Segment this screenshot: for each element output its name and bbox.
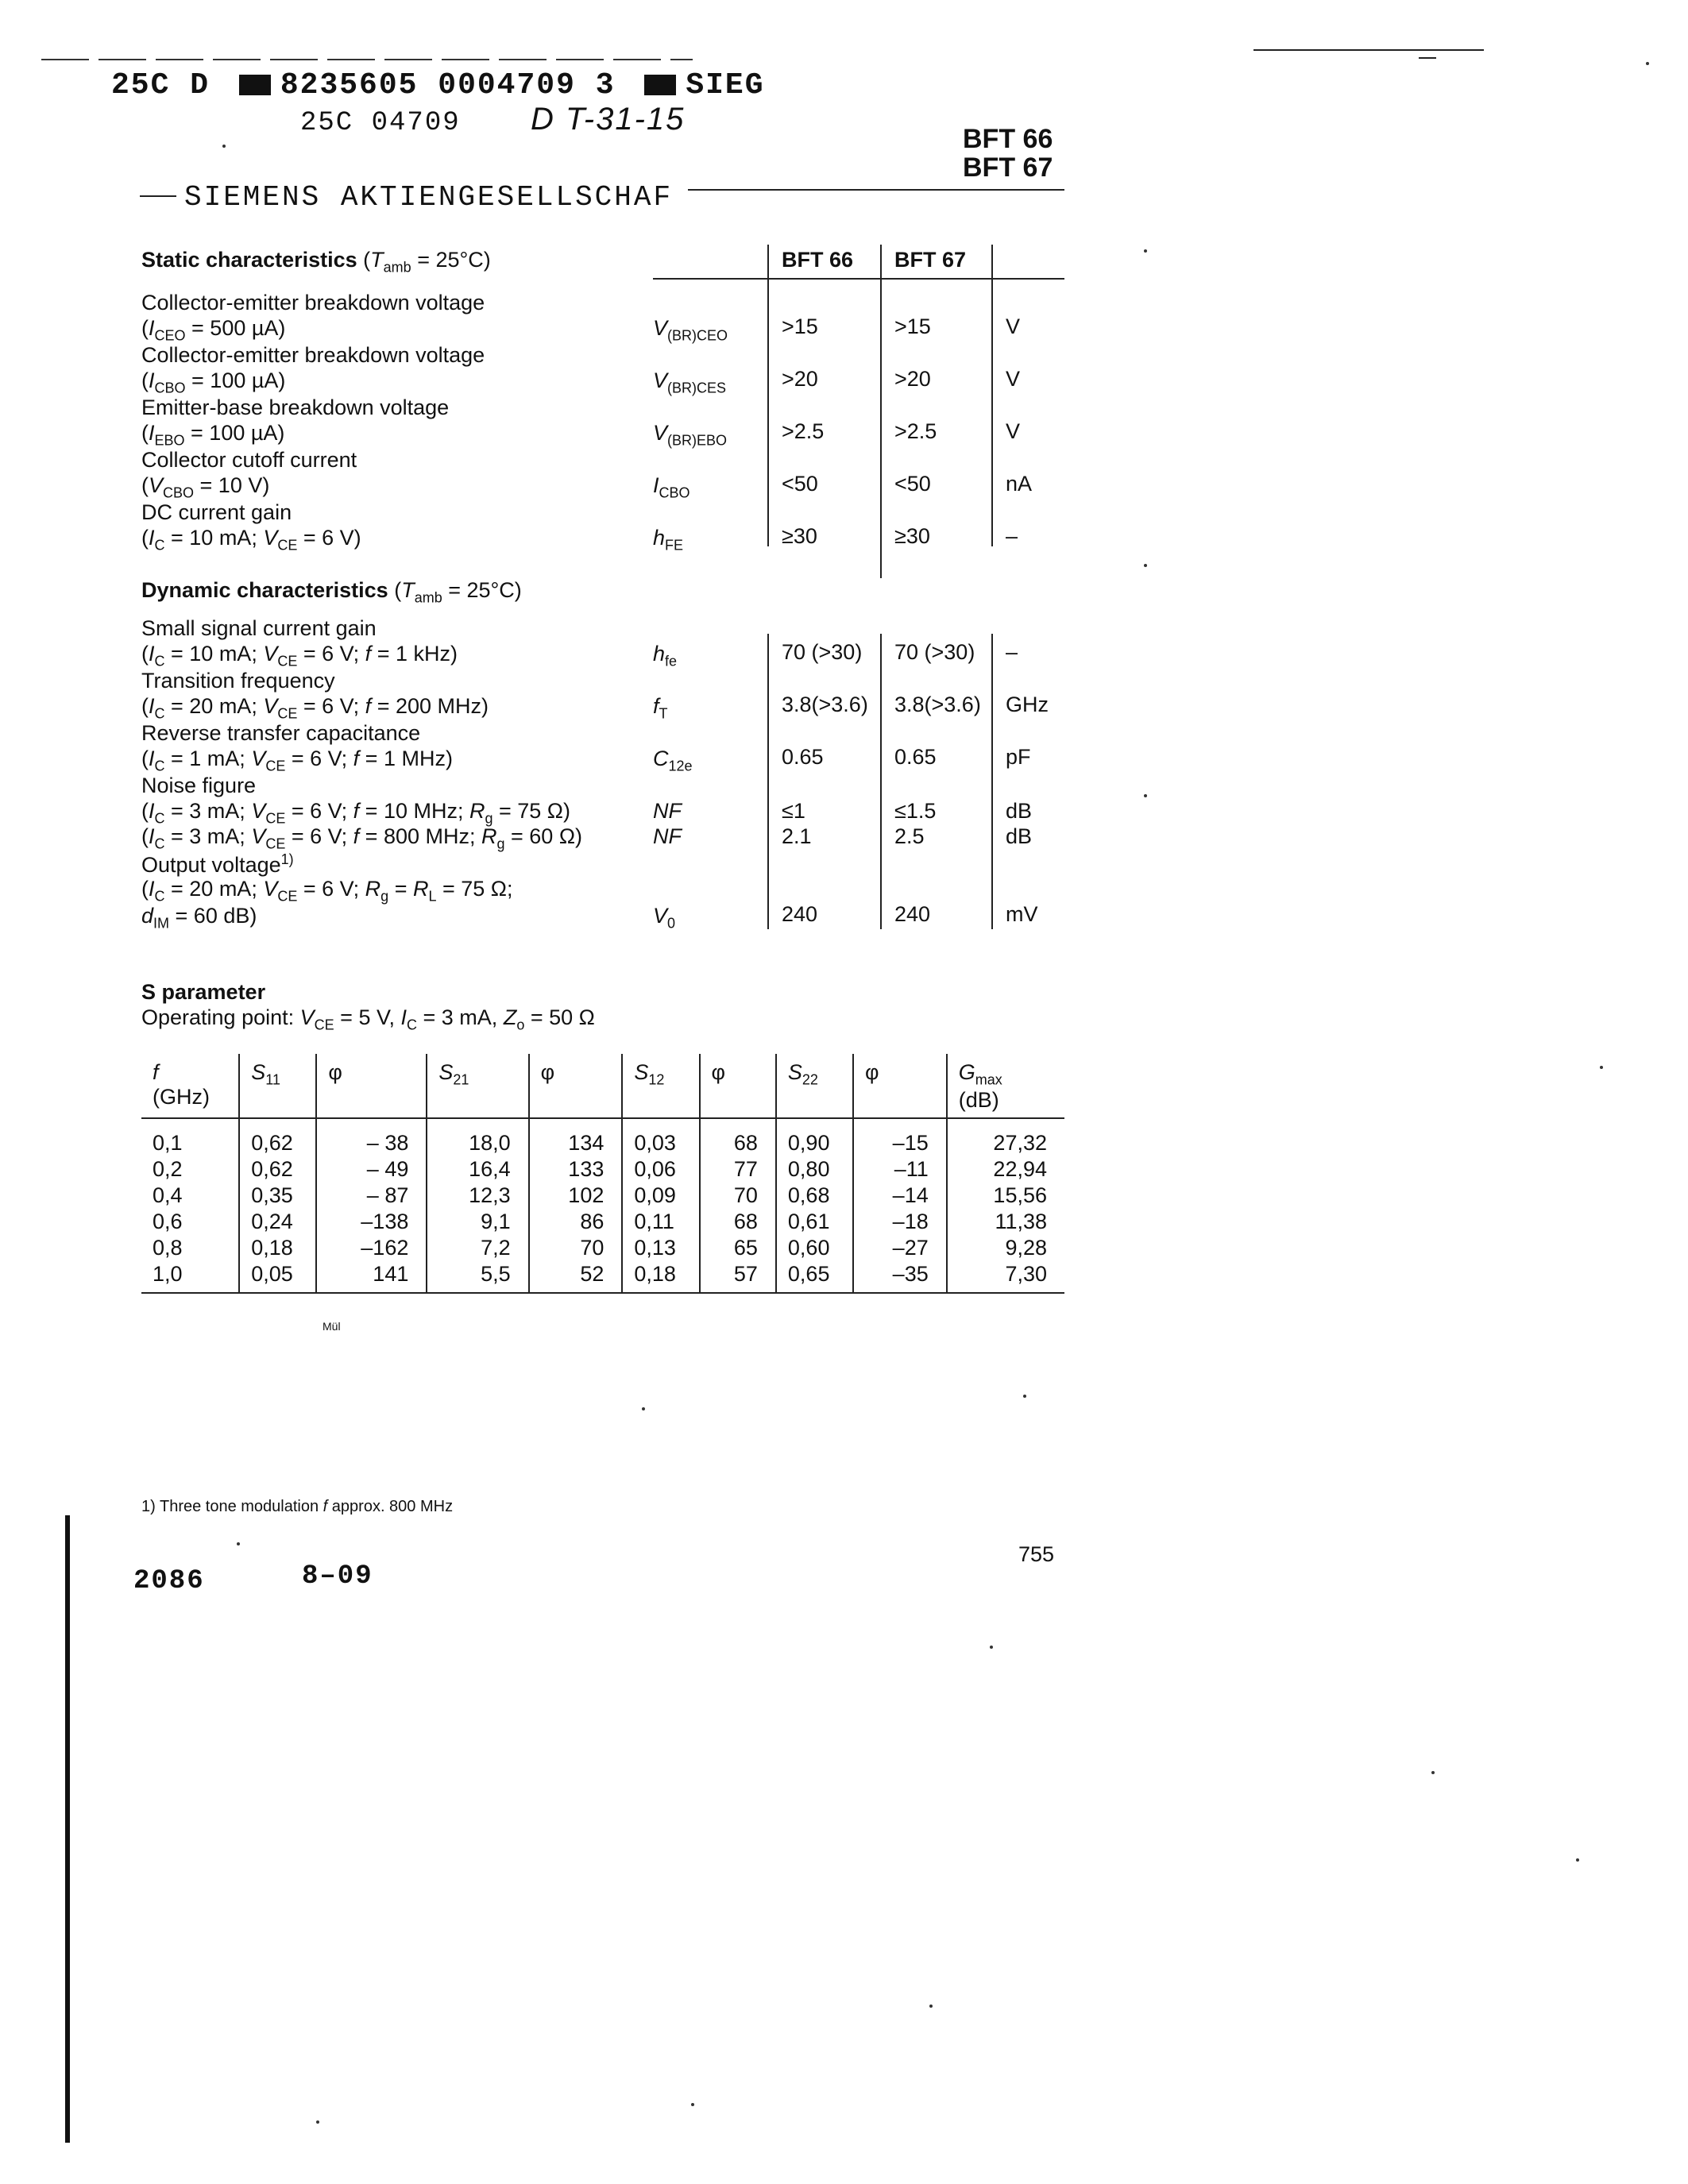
static-desc: Collector cutoff current xyxy=(141,448,357,472)
sparam-cell: 0,8 xyxy=(153,1236,183,1260)
sparam-cell: 12,3 xyxy=(427,1183,528,1209)
sparam-cell: 0,03 xyxy=(622,1118,699,1156)
sparam-cell: 7,2 xyxy=(427,1235,528,1261)
sparam-cell: 0,65 xyxy=(776,1261,853,1293)
sparam-cell: 18,0 xyxy=(427,1118,528,1156)
static-value-bft67: <50 xyxy=(894,472,931,496)
scan-dust xyxy=(1023,1395,1026,1398)
scan-dust xyxy=(1600,1066,1603,1069)
sparam-cell: 0,18 xyxy=(239,1235,316,1261)
sparam-col-header: φ xyxy=(316,1054,427,1118)
static-symbol: $I_{CBO}$ xyxy=(653,473,690,501)
scan-dust xyxy=(691,2103,694,2106)
sparam-cell: 0,1 xyxy=(153,1131,183,1156)
dynamic-condition: ($I_C = 10$ mA; $V_{CE} = 6$ V; f = 1 kHz) xyxy=(141,642,458,669)
static-unit: V xyxy=(1006,419,1021,443)
dynamic-condition: ($I_C = 1$ mA; $V_{CE} = 6$ V; f = 1 MHz) xyxy=(141,747,453,774)
manufacturer-rule xyxy=(688,189,1064,191)
output-condition-1: ($I_C = 20$ mA; $V_{CE} = 6$ V; $R_g = R_L = 75$ Ω; xyxy=(141,877,513,905)
dynamic-value-bft66: 3.8(>3.6) xyxy=(782,693,868,716)
dynamic-symbol: $C_{12e}$ xyxy=(653,747,693,774)
sparam-cell: – 49 xyxy=(316,1156,427,1183)
sparam-body xyxy=(141,1118,1064,1293)
static-value-bft66: >15 xyxy=(782,314,818,338)
scan-dust xyxy=(1144,564,1147,567)
static-unit: – xyxy=(1006,524,1018,548)
noise-condition: ($I_C = 3$ mA; $V_{CE} = 6$ V; f = 10 MHz; $R_g = 75$ Ω) xyxy=(141,799,570,827)
sparam-cell: 22,94 xyxy=(947,1156,1064,1183)
sparam-cell: 9,28 xyxy=(947,1235,1064,1261)
output-condition-2: $d_{IM} = 60$ dB) xyxy=(141,904,257,932)
static-symbol: $h_{FE}$ xyxy=(653,526,684,554)
sparam-cell: 0,13 xyxy=(622,1235,699,1261)
sparam-cell: 11,38 xyxy=(947,1209,1064,1235)
sparam-cell: 9,1 xyxy=(427,1209,528,1235)
static-condition: ($I_{EBO} = 100$ µA) xyxy=(141,421,285,449)
scan-header-line2: 25C 04709 xyxy=(300,108,461,138)
scan-dust xyxy=(929,2005,933,2008)
sparam-cell: – 87 xyxy=(316,1183,427,1209)
model-bft66: BFT 66 xyxy=(963,124,1053,154)
output-value-bft67: 240 xyxy=(894,902,931,926)
sparam-cell: 0,05 xyxy=(239,1261,316,1293)
static-value-bft67: ≥30 xyxy=(894,524,930,548)
dynamic-unit: pF xyxy=(1006,745,1031,769)
dynamic-desc: Small signal current gain xyxy=(141,616,377,640)
dynamic-symbol: $h_{fe}$ xyxy=(653,642,678,669)
sparam-cell: 77 xyxy=(700,1156,776,1183)
scan-dust xyxy=(1646,62,1649,65)
noise-unit: dB xyxy=(1006,799,1033,823)
sparam-cell: 0,62 xyxy=(239,1118,316,1156)
scan-dust xyxy=(316,2120,319,2124)
sparam-cell: 0,4 xyxy=(153,1183,183,1208)
table-row xyxy=(141,1261,1064,1293)
sparam-cell: 0,62 xyxy=(239,1156,316,1183)
sparam-cell: 15,56 xyxy=(947,1183,1064,1209)
col-rule-b xyxy=(880,245,882,578)
scan-dust xyxy=(237,1542,240,1545)
noise-value-bft67: 2.5 xyxy=(894,824,925,848)
static-col-bft66: BFT 66 xyxy=(782,248,854,272)
scan-dust xyxy=(1431,1771,1435,1774)
dynamic-unit: GHz xyxy=(1006,693,1049,716)
static-value-bft67: >15 xyxy=(894,314,931,338)
noise-condition: ($I_C = 3$ mA; $V_{CE} = 6$ V; f = 800 MHz; $R_g = 60$ Ω) xyxy=(141,824,582,852)
static-condition: ($I_C = 10$ mA; $V_{CE} = 6$ V) xyxy=(141,526,361,554)
sparam-cell: 7,30 xyxy=(947,1261,1064,1293)
scan-dust xyxy=(642,1407,645,1410)
static-unit: nA xyxy=(1006,472,1033,496)
noise-unit: dB xyxy=(1006,824,1033,848)
sparam-cell: 141 xyxy=(316,1261,427,1293)
static-header-rule xyxy=(653,278,1064,280)
noise-value-bft66: 2.1 xyxy=(782,824,812,848)
col-rule-c xyxy=(991,245,993,546)
sparam-col-header: $S_{11}$ xyxy=(239,1054,316,1118)
dynamic-unit: – xyxy=(1006,640,1018,664)
dynamic-heading: Dynamic characteristics $(T_{amb} = 25^\circ C)$ xyxy=(141,578,522,606)
sparam-cell: 86 xyxy=(529,1209,623,1235)
model-bft67: BFT 67 xyxy=(963,152,1053,183)
noise-value-bft66: ≤1 xyxy=(782,799,805,823)
scan-dust xyxy=(1144,794,1147,797)
table-row xyxy=(141,1183,1064,1209)
dynamic-value-bft67: 70 (>30) xyxy=(894,640,975,664)
sparam-cell: 0,18 xyxy=(622,1261,699,1293)
static-condition: ($I_{CEO} = 500$ µA) xyxy=(141,316,286,344)
sparam-cell: 133 xyxy=(529,1156,623,1183)
sparam-col-header: f (GHz) xyxy=(141,1054,239,1118)
sparam-cell: 102 xyxy=(529,1183,623,1209)
sparam-cell: 0,35 xyxy=(239,1183,316,1209)
sparam-col-header: $G_{max}$ (dB) xyxy=(947,1054,1064,1118)
sparam-cell: 0,6 xyxy=(153,1210,183,1234)
noise-symbol: NF xyxy=(653,799,682,823)
sparam-cell: 52 xyxy=(529,1261,623,1293)
dynamic-value-bft67: 0.65 xyxy=(894,745,937,769)
scan-rule-short xyxy=(1419,57,1436,59)
static-value-bft66: >20 xyxy=(782,367,818,391)
dynamic-desc: Transition frequency xyxy=(141,669,335,693)
sparam-cell: 70 xyxy=(700,1183,776,1209)
manufacturer-dash xyxy=(140,195,176,197)
sparam-cell: –162 xyxy=(316,1235,427,1261)
scan-top-rule xyxy=(41,59,693,60)
noise-symbol: NF xyxy=(653,824,682,848)
dynamic-value-bft66: 0.65 xyxy=(782,745,824,769)
sparam-cell: 0,61 xyxy=(776,1209,853,1235)
static-heading: Static characteristics $(T_{amb} = 25^\circ C)$ xyxy=(141,248,491,276)
dyn-col-rule-c xyxy=(991,634,993,929)
small-mark: Mül xyxy=(323,1320,341,1333)
dynamic-value-bft66: 70 (>30) xyxy=(782,640,863,664)
dynamic-condition: ($I_C = 20$ mA; $V_{CE} = 6$ V; f = 200 MHz) xyxy=(141,694,489,722)
static-value-bft66: >2.5 xyxy=(782,419,825,443)
sparam-col-header: φ xyxy=(529,1054,623,1118)
sparam-cell: 0,2 xyxy=(153,1157,183,1182)
table-row xyxy=(141,1235,1064,1261)
dynamic-value-bft67: 3.8(>3.6) xyxy=(894,693,981,716)
static-value-bft66: <50 xyxy=(782,472,818,496)
output-symbol: $V_0$ xyxy=(653,904,676,932)
sparam-header-row xyxy=(141,1054,1064,1118)
sparam-cell: –15 xyxy=(853,1118,947,1156)
static-condition: ($V_{CBO} = 10$ V) xyxy=(141,473,270,501)
sparam-cell: 27,32 xyxy=(947,1118,1064,1156)
static-desc: Collector-emitter breakdown voltage xyxy=(141,291,485,314)
sparam-col-header: $S_{22}$ xyxy=(776,1054,853,1118)
sparam-cell: 0,09 xyxy=(622,1183,699,1209)
sparam-col-header: $S_{12}$ xyxy=(622,1054,699,1118)
sparam-cell: 0,06 xyxy=(622,1156,699,1183)
static-value-bft66: ≥30 xyxy=(782,524,817,548)
sparam-cell: 68 xyxy=(700,1209,776,1235)
sparam-table xyxy=(141,1054,1064,1294)
table-row xyxy=(141,1156,1064,1183)
sparam-operating-point: Operating point: $V_{CE} = 5$ V, $I_C = 3$ mA, $Z_o = 50$ Ω xyxy=(141,1005,595,1033)
scan-dust xyxy=(1144,249,1147,253)
scan-block xyxy=(644,75,676,95)
output-voltage-label: Output voltage$^{1)}$ xyxy=(141,851,294,877)
scan-dust xyxy=(1576,1858,1579,1862)
sparam-cell: –14 xyxy=(853,1183,947,1209)
static-value-bft67: >20 xyxy=(894,367,931,391)
static-symbol: $V_{(BR)CES}$ xyxy=(653,369,727,396)
sparam-cell: 57 xyxy=(700,1261,776,1293)
output-unit: mV xyxy=(1006,902,1038,926)
static-symbol: $V_{(BR)EBO}$ xyxy=(653,421,728,449)
sparam-cell: 0,24 xyxy=(239,1209,316,1235)
sparam-cell: –11 xyxy=(853,1156,947,1183)
sparam-col-header: φ xyxy=(853,1054,947,1118)
sparam-cell: 1,0 xyxy=(141,1261,239,1293)
table-row xyxy=(141,1209,1064,1235)
scan-rule xyxy=(1253,49,1484,51)
static-value-bft67: >2.5 xyxy=(894,419,937,443)
sparam-cell: 0,11 xyxy=(622,1209,699,1235)
footer-right-code: 8–09 xyxy=(302,1561,373,1592)
static-col-bft67: BFT 67 xyxy=(894,248,967,272)
dyn-col-rule-b xyxy=(880,634,882,929)
manufacturer-name: SIEMENS AKTIENGESELLSCHAF xyxy=(184,181,674,214)
sparam-cell: – 38 xyxy=(316,1118,427,1156)
static-unit: V xyxy=(1006,367,1021,391)
footnote: 1) Three tone modulation f approx. 800 MHz xyxy=(141,1498,454,1515)
sparam-cell: –27 xyxy=(853,1235,947,1261)
sparam-cell: 5,5 xyxy=(427,1261,528,1293)
sparam-cell: 68 xyxy=(700,1118,776,1156)
sparam-cell: 0,68 xyxy=(776,1183,853,1209)
sparam-cell: 16,4 xyxy=(427,1156,528,1183)
static-unit: V xyxy=(1006,314,1021,338)
sparam-cell: 70 xyxy=(529,1235,623,1261)
sparam-col-header: φ xyxy=(700,1054,776,1118)
scan-left-edge xyxy=(65,1515,70,2143)
noise-figure-label: Noise figure xyxy=(141,774,257,797)
output-value-bft66: 240 xyxy=(782,902,818,926)
dynamic-desc: Reverse transfer capacitance xyxy=(141,721,421,745)
table-row xyxy=(141,1118,1064,1156)
scan-block xyxy=(239,75,271,95)
static-desc: DC current gain xyxy=(141,500,292,524)
col-rule-a xyxy=(767,245,769,546)
static-desc: Emitter-base breakdown voltage xyxy=(141,396,450,419)
sparam-cell: 65 xyxy=(700,1235,776,1261)
sparam-heading: S parameter xyxy=(141,980,266,1004)
dyn-col-rule-a xyxy=(767,634,769,929)
sparam-cell: 0,80 xyxy=(776,1156,853,1183)
sparam-cell: 134 xyxy=(529,1118,623,1156)
sparam-cell: –18 xyxy=(853,1209,947,1235)
sparam-cell: –35 xyxy=(853,1261,947,1293)
dynamic-symbol: $f_T$ xyxy=(653,694,668,722)
scan-dust xyxy=(222,145,226,148)
static-symbol: $V_{(BR)CEO}$ xyxy=(653,316,728,344)
scan-handwritten-code: D T-31-15 xyxy=(531,102,686,137)
static-desc: Collector-emitter breakdown voltage xyxy=(141,343,485,367)
noise-value-bft67: ≤1.5 xyxy=(894,799,937,823)
scan-header-line1: 25C D 8235605 0004709 3 SIEG xyxy=(111,68,765,102)
sparam-col-header: $S_{21}$ xyxy=(427,1054,528,1118)
sparam-cell: –138 xyxy=(316,1209,427,1235)
sparam-cell: 0,60 xyxy=(776,1235,853,1261)
scan-dust xyxy=(990,1646,993,1649)
sparam-cell: 0,90 xyxy=(776,1118,853,1156)
footer-left-code: 2086 xyxy=(133,1566,205,1596)
static-condition: ($I_{CBO} = 100$ µA) xyxy=(141,369,286,396)
page-number: 755 xyxy=(1018,1542,1055,1566)
